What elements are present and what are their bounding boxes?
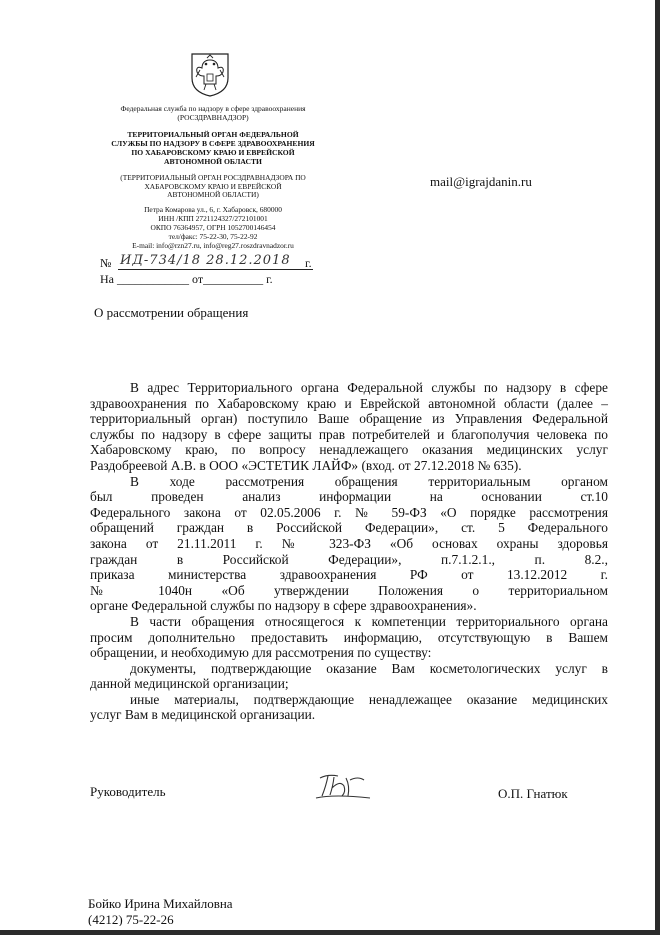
organ-line: СЛУЖБЫ ПО НАДЗОРУ В СФЕРЕ ЗДРАВООХРАНЕНИЯ xyxy=(111,139,315,148)
paragraph-1-line: Раздобреевой А.В. в ООО «ЭСТЕТИК ЛАЙФ» (вход. от 27.12.2018 № 635). xyxy=(90,457,522,473)
paragraph-3-line: В части обращения относящегося к компетенции территориального органа xyxy=(130,613,608,629)
address: Петра Комарова ул., 6, г. Хабаровск, 680000 xyxy=(144,205,282,214)
paragraph-2-line: приказа министерства здравоохранения РФ от 13.12.2012 г. xyxy=(90,567,608,583)
signer-position: Руководитель xyxy=(90,784,166,799)
paragraph-1-line: территориальный орган) поступило Ваше обращение из Управления Федеральной xyxy=(90,411,608,427)
organ-line: АВТОНОМНОЙ ОБЛАСТИ xyxy=(164,157,262,166)
territorial-organ-short-name xyxy=(98,174,328,200)
list-item-1-line: документы, подтверждающие оказание Вам косметологических услуг в xyxy=(130,660,608,676)
paragraph-2-line: № 1040н «Об утверждении Положения о территориальном xyxy=(90,582,608,598)
handwritten-signature-icon xyxy=(314,768,374,802)
signer-name: О.П. Гнатюк xyxy=(498,786,568,801)
executor-phone: (4212) 75-22-26 xyxy=(88,912,174,926)
paragraph-2-line: В ходе рассмотрения обращения территориальным органом xyxy=(130,473,608,489)
number-sign: № xyxy=(100,256,112,270)
contact-details xyxy=(96,205,330,250)
paragraph-2-line: был проведен анализ информации на основании ст.10 xyxy=(90,489,608,505)
agency-line: Федеральная служба по надзору в сфере здравоохранения xyxy=(120,104,306,113)
coat-of-arms-icon xyxy=(188,50,232,98)
paragraph-3-line: обращении, и необходимую для рассмотрения по существу: xyxy=(90,645,432,661)
year-suffix: г. xyxy=(305,256,312,270)
inn-kpp: ИНН /КПП 2721124327/272101001 xyxy=(158,214,268,223)
list-item-2-line: услуг Вам в медицинской организации. xyxy=(90,707,316,723)
organ-alt-line: АВТОНОМНОЙ ОБЛАСТИ) xyxy=(167,190,259,200)
phone-fax: тел/факс: 75-22-30, 75-22-92 xyxy=(168,232,258,241)
number-underline xyxy=(118,269,313,270)
paragraph-2-line: граждан в Российской Федерации», п.7.1.2.1., п. 8.2., xyxy=(90,551,608,567)
list-item-1-line: данной медицинской организации; xyxy=(90,676,289,692)
okpo-ogrn: ОКПО 76364957, ОГРН 1052700146454 xyxy=(150,223,276,232)
paragraph-1-line: Хабаровскому краю, по вопросу ненадлежащего оказания медицинских услуг xyxy=(90,442,608,458)
paragraph-2-line: закона от 21.11.2011 г. № 323-ФЗ «Об основах охраны здоровья xyxy=(90,535,608,551)
agency-name xyxy=(98,104,328,122)
subject-line: О рассмотрении обращения xyxy=(94,305,249,320)
organ-alt-line: ХАБАРОВСКОМУ КРАЮ И ЕВРЕЙСКОЙ xyxy=(144,181,282,191)
recipient-email: mail@igrajdanin.ru xyxy=(430,174,532,189)
paragraph-2-line: Федерального закона от 02.05.2006 г. № 59-ФЗ «О порядке рассмотрения xyxy=(90,504,608,520)
organ-line: ПО ХАБАРОВСКОМУ КРАЮ И ЕВРЕЙСКОЙ xyxy=(131,148,295,157)
organ-line: ТЕРРИТОРИАЛЬНЫЙ ОРГАН ФЕДЕРАЛЬНОЙ xyxy=(127,130,299,139)
organ-alt-line: (ТЕРРИТОРИАЛЬНЫЙ ОРГАН РОСЗДРАВНАДЗОРА ПО xyxy=(120,173,306,182)
reference-line: На ____________ от__________ г. xyxy=(100,272,273,286)
letter-body xyxy=(90,380,608,723)
handwritten-number: ИД-734/18 28.12.2018 xyxy=(120,253,291,268)
agency-abbreviation: (РОСЗДРАВНАДЗОР) xyxy=(177,113,249,122)
list-item-2-line: иные материалы, подтверждающие ненадлежащее оказание медицинских xyxy=(130,691,608,707)
paragraph-2-line: органе Федеральной службы по надзору в сфере здравоохранения». xyxy=(90,598,477,614)
email-line: E-mail: info@rzn27.ru, info@reg27.roszdravnadzor.ru xyxy=(132,241,294,250)
paragraph-1-line: службы по надзору в сфере защиты прав потребителей и благополучия человека по xyxy=(90,426,608,442)
paragraph-1-line: здравоохранения по Хабаровскому краю и Еврейской автономной области (далее – xyxy=(90,395,608,411)
outgoing-number xyxy=(100,254,320,270)
paragraph-1-line: В адрес Территориального органа Федеральной службы по надзору в сфере xyxy=(130,380,608,395)
paragraph-2-line: обращений граждан в Российской Федерации», ст. 5 Федерального xyxy=(90,520,608,536)
executor-name: Бойко Ирина Михайловна xyxy=(88,896,233,911)
paragraph-3-line: просим дополнительно предоставить информацию, отсутствующую в Вашем xyxy=(90,629,608,645)
territorial-organ-name xyxy=(98,130,328,166)
